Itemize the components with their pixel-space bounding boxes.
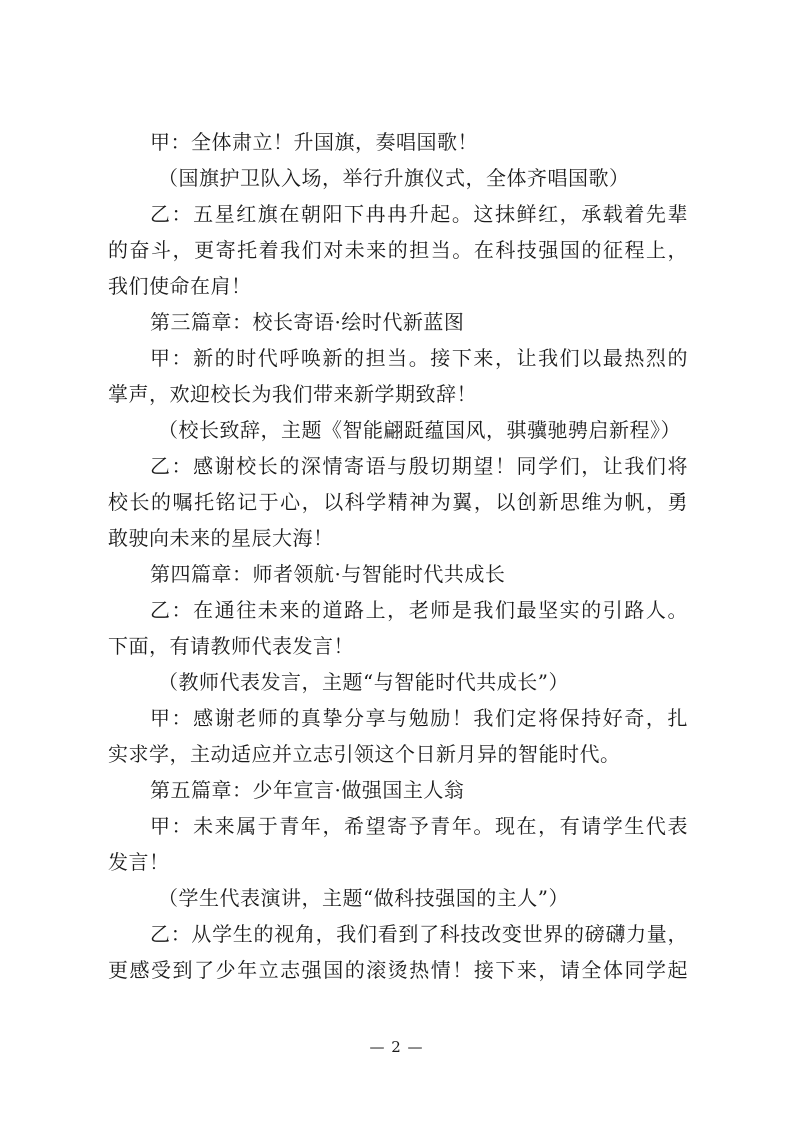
text-line: 敢驶向未来的星辰大海！ [108, 526, 334, 550]
text-line: 发言！ [108, 850, 170, 874]
text-line: 更感受到了少年立志强国的滚烫热情！接下来，请全体同学起 [108, 958, 688, 982]
text-line: 校长的嘱托铭记于心，以科学精神为翼，以创新思维为帆，勇 [108, 490, 688, 514]
text-line: 第四篇章：师者领航·与智能时代共成长 [150, 562, 506, 586]
text-line: 甲：感谢老师的真挚分享与勉励！我们定将保持好奇，扎 [150, 706, 688, 730]
text-line: 第五篇章：少年宣言·做强国主人翁 [150, 778, 465, 802]
text-line: （校长致辞，主题《智能翩跹蕴国风，骐骥驰骋启新程》） [158, 418, 681, 442]
text-line: 乙：感谢校长的深情寄语与殷切期望！同学们，让我们将 [150, 454, 688, 478]
text-line: 我们使命在肩！ [108, 274, 252, 298]
text-line: 乙：在通往未来的道路上，老师是我们最坚实的引路人。 [150, 598, 688, 622]
text-line: 甲：未来属于青年，希望寄予青年。现在，有请学生代表 [150, 814, 688, 838]
page-number: — 2 — [369, 1038, 424, 1056]
text-line: 下面，有请教师代表发言！ [108, 634, 354, 658]
text-line: 掌声，欢迎校长为我们带来新学期致辞！ [108, 382, 477, 406]
text-line: （国旗护卫队入场，举行升旗仪式，全体齐唱国歌） [158, 166, 630, 190]
text-line: 第三篇章：校长寄语·绘时代新蓝图 [150, 310, 465, 334]
text-line: 乙：从学生的视角，我们看到了科技改变世界的磅礴力量， [150, 922, 688, 946]
text-line: （教师代表发言，主题“与智能时代共成长”） [158, 670, 569, 694]
text-line: 甲：全体肃立！升国旗，奏唱国歌！ [150, 130, 478, 154]
text-line: 甲：新的时代呼唤新的担当。接下来，让我们以最热烈的 [150, 346, 688, 370]
text-line: 的奋斗，更寄托着我们对未来的担当。在科技强国的征程上， [108, 238, 688, 262]
document-body [108, 124, 688, 988]
text-line: 乙：五星红旗在朝阳下冉冉升起。这抹鲜红，承载着先辈 [150, 202, 688, 226]
text-line: 实求学，主动适应并立志引领这个日新月异的智能时代。 [108, 742, 621, 766]
text-line: （学生代表演讲，主题“做科技强国的主人”） [158, 886, 569, 910]
